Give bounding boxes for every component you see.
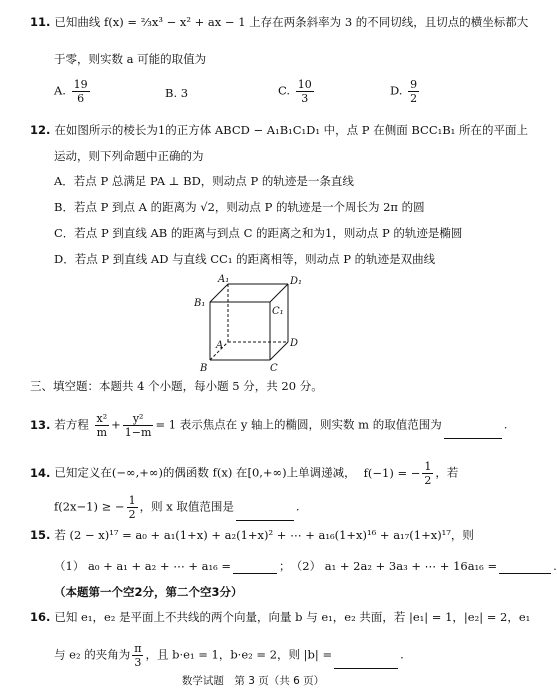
label-a1: A₁ bbox=[218, 274, 230, 285]
question-15-line-2 bbox=[54, 560, 557, 574]
question-12-line-1 bbox=[30, 124, 528, 138]
question-number: 11. bbox=[30, 15, 51, 29]
fraction bbox=[296, 78, 314, 105]
numerator: 19 bbox=[73, 78, 88, 91]
q16-conditions: ，且 b·e₁ = 1，b·e₂ = 2，则 |b| = bbox=[145, 647, 333, 662]
q14-text: 已知定义在(−∞,+∞)的偶函数 f(x) 在[0,+∞)上单调递减， bbox=[54, 465, 356, 480]
q12-option-c: C．若点 P 到直线 AB 的距离与到点 C 的距离之和为1，则动点 P 的轨迹是椭圆 bbox=[54, 226, 463, 240]
fraction bbox=[132, 642, 143, 669]
label-b1: B₁ bbox=[194, 298, 206, 309]
q11-option-b bbox=[165, 86, 188, 100]
q13-suffix: = 1 表示焦点在 y 轴上的椭圆，则实数 m 的取值范围为 bbox=[155, 417, 442, 432]
q11-option-a bbox=[54, 78, 92, 105]
question-number: 12. bbox=[30, 123, 51, 137]
q14-range-text: ，则 x 取值范围是 bbox=[139, 499, 234, 514]
option-letter: D. bbox=[390, 83, 403, 98]
q14-text-end: ，若 bbox=[435, 465, 459, 480]
question-12-line-2: 运动，则下列命题中正确的为 bbox=[54, 149, 204, 163]
numerator: 1 bbox=[128, 494, 136, 507]
question-number: 16. bbox=[30, 610, 51, 624]
edge-cd bbox=[270, 342, 288, 360]
q16-angle-text: 与 e₂ 的夹角为 bbox=[54, 647, 131, 662]
plus-sign: + bbox=[111, 417, 121, 432]
question-text: 若 (2 − x)¹⁷ = a₀ + a₁(1+x) + a₂(1+x)² + ⋯ + a₁₆(1+x)¹⁶ + a₁₇(1+x)¹⁷，则 bbox=[54, 528, 474, 542]
page-footer: 数学试题 第 3 页（共 6 页） bbox=[181, 675, 325, 687]
option-letter: B. bbox=[165, 86, 178, 100]
question-number: 14. bbox=[30, 465, 51, 480]
q14-f-minus1: f(−1) = − bbox=[363, 465, 421, 480]
answer-blank-2[interactable] bbox=[499, 561, 551, 574]
answer-blank[interactable] bbox=[334, 656, 398, 669]
numerator: 1 bbox=[424, 460, 432, 473]
question-14-line-2 bbox=[54, 494, 300, 521]
period: . bbox=[295, 499, 300, 514]
fraction bbox=[72, 78, 90, 105]
answer-blank[interactable] bbox=[444, 426, 502, 439]
label-d: D bbox=[290, 338, 299, 349]
fraction bbox=[408, 78, 419, 105]
edge-c1d1 bbox=[270, 284, 288, 302]
q14-inequality: f(2x−1) ≥ − bbox=[54, 499, 125, 514]
label-b: B bbox=[200, 363, 208, 374]
label-d1: D₁ bbox=[290, 276, 303, 287]
section-3-heading: 三、填空题：本题共 4 个小题，每小题 5 分，共 20 分。 bbox=[30, 379, 323, 393]
q11-option-d bbox=[390, 78, 421, 105]
denominator: 2 bbox=[128, 508, 136, 521]
option-value: 3 bbox=[180, 86, 189, 100]
option-letter: A. bbox=[54, 83, 66, 98]
cube-figure bbox=[180, 272, 320, 374]
numerator: x² bbox=[96, 412, 108, 425]
fraction bbox=[127, 494, 138, 521]
denominator: 2 bbox=[424, 474, 432, 487]
label-c: C bbox=[270, 363, 278, 374]
option-letter: C. bbox=[278, 83, 291, 98]
numerator: π bbox=[134, 642, 142, 655]
denominator: 3 bbox=[301, 92, 309, 105]
question-text: 已知 e₁，e₂ 是平面上不共线的两个向量，向量 b 与 e₁，e₂ 共面，若 |e₁| = 1，|e₂| = 2，e₁ bbox=[54, 610, 531, 624]
numerator: y² bbox=[123, 412, 154, 426]
question-15-score-note: （本题第一个空2分，第二个空3分） bbox=[54, 585, 243, 599]
denominator: 6 bbox=[77, 92, 85, 105]
q15-part-2: （2） a₁ + 2a₂ + 3a₃ + ⋯ + 16a₁₆ = bbox=[296, 559, 498, 573]
question-15-line-1 bbox=[30, 529, 474, 543]
numerator: 9 bbox=[410, 78, 418, 91]
label-c1: C₁ bbox=[272, 306, 284, 317]
q13-prefix: 若方程 bbox=[54, 417, 89, 432]
answer-blank[interactable] bbox=[236, 508, 294, 521]
label-a: A bbox=[216, 340, 224, 351]
period: . bbox=[400, 647, 404, 662]
separator: ； bbox=[279, 559, 291, 573]
question-text: 已知曲线 f(x) = ⅔x³ − x² + ax − 1 上存在两条斜率为 3 的不同切线，且切点的横坐标都大 bbox=[54, 15, 529, 29]
q12-option-a: A．若点 P 总满足 PA ⊥ BD，则动点 P 的轨迹是一条直线 bbox=[54, 174, 354, 188]
question-16-line-1 bbox=[30, 611, 530, 625]
period: . bbox=[503, 417, 508, 432]
answer-blank-1[interactable] bbox=[233, 561, 277, 574]
question-number: 13. bbox=[30, 417, 51, 432]
question-16-line-2 bbox=[54, 642, 404, 669]
denominator: m bbox=[96, 426, 108, 439]
fraction bbox=[422, 460, 433, 487]
period: . bbox=[553, 559, 557, 573]
denominator: 2 bbox=[410, 92, 418, 105]
fraction bbox=[95, 412, 110, 439]
denominator: 1−m bbox=[124, 426, 152, 439]
q12-option-b: B．若点 P 到点 A 的距离为 √2，则动点 P 的轨迹是一个周长为 2π 的圆 bbox=[54, 200, 425, 214]
q12-option-d: D．若点 P 到直线 AD 与直线 CC₁ 的距离相等，则动点 P 的轨迹是双曲线 bbox=[54, 252, 436, 266]
edge-b1a1 bbox=[210, 284, 228, 302]
question-11-line-2: 于零，则实数 a 可能的取值为 bbox=[54, 52, 207, 66]
question-11-line-1 bbox=[30, 16, 528, 30]
question-text: 在如图所示的棱长为1的正方体 ABCD − A₁B₁C₁D₁ 中，点 P 在侧面 BCC₁B₁ 所在的平面上 bbox=[54, 123, 528, 137]
q11-option-c bbox=[278, 78, 316, 105]
question-number: 15. bbox=[30, 528, 51, 542]
question-13 bbox=[30, 412, 507, 439]
fraction bbox=[123, 412, 154, 439]
numerator: 10 bbox=[297, 78, 312, 91]
denominator: 3 bbox=[134, 656, 142, 669]
question-14-line-1 bbox=[30, 460, 458, 487]
q15-part-1: （1） a₀ + a₁ + a₂ + ⋯ + a₁₆ = bbox=[54, 559, 232, 573]
